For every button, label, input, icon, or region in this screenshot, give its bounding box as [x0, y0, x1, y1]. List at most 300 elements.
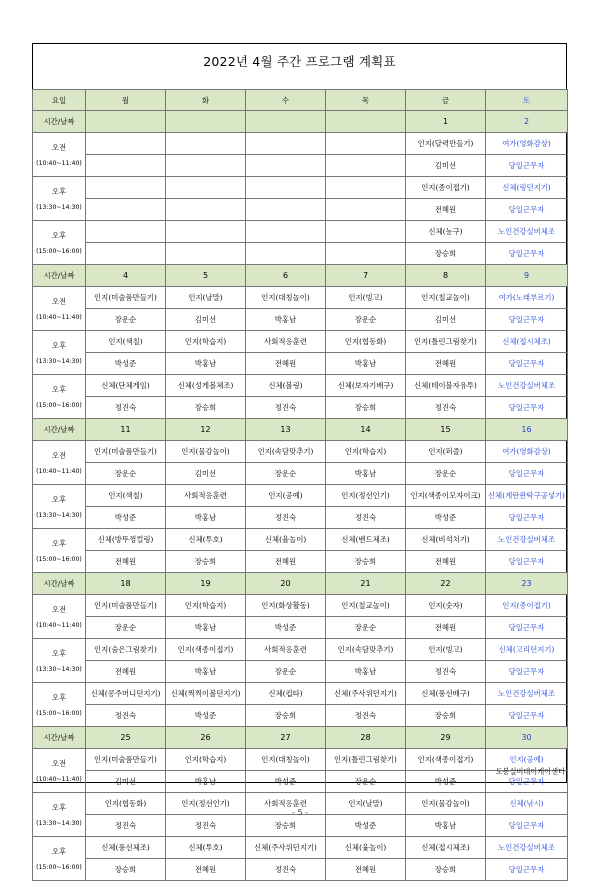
program-cell: 인지(화상활동)	[246, 595, 326, 617]
staff-cell: 장운순	[406, 463, 486, 485]
program-cell: 인지(정선인기)	[326, 485, 406, 507]
program-cell: 신체(단체게임)	[86, 375, 166, 397]
time-slot-label	[33, 529, 86, 573]
schedule-row	[33, 683, 568, 705]
program-cell	[326, 177, 406, 199]
slot-time: (10:40~11:40)	[36, 622, 82, 629]
slot-name: 오후	[51, 693, 67, 702]
program-cell: 신체(링던지기)	[486, 177, 568, 199]
date-cell: 15	[406, 419, 486, 441]
staff-cell: 당일근무자	[486, 507, 568, 529]
staff-cell	[246, 243, 326, 265]
program-cell: 신체(투호)	[166, 529, 246, 551]
program-cell	[166, 221, 246, 243]
schedule-row	[33, 705, 568, 727]
schedule-row	[33, 661, 568, 683]
schedule-row	[33, 639, 568, 661]
schedule-table	[32, 89, 568, 881]
schedule-row	[33, 155, 568, 177]
staff-cell: 장운순	[246, 661, 326, 683]
staff-cell: 박성준	[406, 507, 486, 529]
program-cell: 노인건강실버체조	[486, 529, 568, 551]
staff-cell: 박성준	[166, 705, 246, 727]
program-cell: 신체(주사위던지기)	[246, 837, 326, 859]
staff-cell: 전혜원	[246, 551, 326, 573]
staff-cell: 정진숙	[86, 397, 166, 419]
schedule-row	[33, 243, 568, 265]
schedule-row	[33, 749, 568, 771]
program-cell: 인지(대칭놀이)	[246, 749, 326, 771]
program-cell: 신체(계란판탁구공넣기)	[486, 485, 568, 507]
program-cell: 인지(물감놀이)	[166, 441, 246, 463]
time-slot-label	[33, 221, 86, 265]
staff-cell	[246, 199, 326, 221]
date-cell: 30	[486, 727, 568, 749]
program-cell: 신체(낚시)	[486, 793, 568, 815]
program-cell: 인지(종이접기)	[486, 595, 568, 617]
schedule-row	[33, 287, 568, 309]
schedule-row	[33, 771, 568, 793]
schedule-row	[33, 837, 568, 859]
date-cell: 29	[406, 727, 486, 749]
program-cell: 인지(학습지)	[326, 441, 406, 463]
schedule-row	[33, 529, 568, 551]
staff-cell: 박홍남	[166, 661, 246, 683]
staff-cell: 김미선	[86, 771, 166, 793]
schedule-row	[33, 859, 568, 881]
staff-cell: 전혜원	[326, 859, 406, 881]
staff-cell	[166, 243, 246, 265]
date-row	[33, 573, 568, 595]
schedule-row	[33, 441, 568, 463]
center-name: 도봉실버데이케어센터	[495, 767, 565, 776]
staff-cell: 정진숙	[86, 815, 166, 837]
slot-time: (10:40~11:40)	[36, 160, 82, 167]
program-cell: 인지(물감놀이)	[406, 793, 486, 815]
date-cell: 9	[486, 265, 568, 287]
slot-time: (13:30~14:30)	[36, 666, 82, 673]
program-cell	[86, 221, 166, 243]
staff-cell	[86, 155, 166, 177]
staff-cell: 전혜원	[86, 551, 166, 573]
date-cell: 22	[406, 573, 486, 595]
slot-name: 오전	[51, 451, 67, 460]
staff-cell: 박성준	[246, 617, 326, 639]
program-cell: 여가(영화감상)	[486, 441, 568, 463]
program-cell: 인지(날말)	[166, 287, 246, 309]
staff-cell: 김미선	[406, 155, 486, 177]
staff-cell: 당일근무자	[486, 859, 568, 881]
program-cell: 인지(공예)	[486, 749, 568, 771]
time-slot-label	[33, 331, 86, 375]
slot-time: (10:40~11:40)	[36, 314, 82, 321]
staff-cell: 장승희	[326, 397, 406, 419]
staff-cell	[326, 243, 406, 265]
program-cell: 신체(콩주머니던지기)	[86, 683, 166, 705]
program-cell: 신체(비석치기)	[406, 529, 486, 551]
staff-cell: 당일근무자	[486, 155, 568, 177]
program-cell: 인지(칠교놀이)	[406, 287, 486, 309]
program-cell: 인지(빙고)	[326, 287, 406, 309]
staff-cell: 정진숙	[246, 507, 326, 529]
schedule-row	[33, 551, 568, 573]
day-header-row	[33, 90, 568, 111]
staff-cell: 박홍남	[326, 353, 406, 375]
program-cell: 신체(컵타)	[246, 683, 326, 705]
program-cell: 인지(달력만들기)	[406, 133, 486, 155]
staff-cell: 박홍남	[326, 661, 406, 683]
staff-cell	[86, 243, 166, 265]
program-cell: 신체(접시체조)	[406, 837, 486, 859]
program-cell: 인지(퍼즐)	[406, 441, 486, 463]
program-cell: 인지(협동화)	[326, 331, 406, 353]
program-cell: 인지(칠교놀이)	[326, 595, 406, 617]
program-cell: 사회적응훈련	[166, 485, 246, 507]
date-label: 시간/날짜	[33, 111, 86, 133]
slot-name: 오후	[51, 341, 67, 350]
staff-cell: 당일근무자	[486, 705, 568, 727]
program-cell	[246, 221, 326, 243]
slot-name: 오후	[51, 847, 67, 856]
staff-cell: 전혜원	[246, 353, 326, 375]
date-cell: 20	[246, 573, 326, 595]
staff-cell: 당일근무자	[486, 771, 568, 793]
date-cell: 14	[326, 419, 406, 441]
program-cell: 인지(미술품만들기)	[86, 441, 166, 463]
schedule-row	[33, 199, 568, 221]
date-cell: 18	[86, 573, 166, 595]
date-cell: 5	[166, 265, 246, 287]
date-row	[33, 265, 568, 287]
date-cell: 19	[166, 573, 246, 595]
schedule-row	[33, 815, 568, 837]
slot-time: (15:00~16:00)	[36, 248, 82, 255]
date-cell: 11	[86, 419, 166, 441]
program-cell: 신체(주사위던지기)	[326, 683, 406, 705]
date-cell: 7	[326, 265, 406, 287]
date-cell: 1	[406, 111, 486, 133]
date-cell: 12	[166, 419, 246, 441]
date-cell: 2	[486, 111, 568, 133]
date-cell: 27	[246, 727, 326, 749]
staff-cell: 장승희	[166, 551, 246, 573]
staff-cell: 박성준	[86, 507, 166, 529]
staff-cell: 당일근무자	[486, 815, 568, 837]
slot-name: 오후	[51, 187, 67, 196]
date-row	[33, 727, 568, 749]
staff-cell: 당일근무자	[486, 199, 568, 221]
staff-cell: 김미선	[166, 309, 246, 331]
program-cell	[326, 133, 406, 155]
program-cell: 인지(학습지)	[166, 749, 246, 771]
slot-time: (13:30~14:30)	[36, 820, 82, 827]
staff-cell: 박홍남	[326, 463, 406, 485]
date-cell: 26	[166, 727, 246, 749]
staff-cell: 장승희	[326, 551, 406, 573]
program-cell: 인지(미술품만들기)	[86, 595, 166, 617]
program-cell: 신체(풍선배구)	[406, 683, 486, 705]
staff-cell	[86, 199, 166, 221]
schedule-row	[33, 595, 568, 617]
staff-cell: 정진숙	[86, 705, 166, 727]
staff-cell: 전혜원	[406, 199, 486, 221]
program-cell: 신체(풍선체조)	[86, 837, 166, 859]
header-label: 요일	[33, 90, 86, 111]
page-title: 2022년 4월 주간 프로그램 계획표	[203, 54, 396, 69]
program-cell: 인지(학습지)	[166, 595, 246, 617]
program-cell: 노인건강실버체조	[486, 683, 568, 705]
day-header: 수	[246, 90, 326, 111]
staff-cell: 정진숙	[406, 397, 486, 419]
staff-cell: 장운순	[246, 463, 326, 485]
program-cell: 인지(공예)	[246, 485, 326, 507]
program-cell: 인지(색종이접기)	[166, 639, 246, 661]
staff-cell: 김미선	[166, 463, 246, 485]
date-label: 시간/날짜	[33, 573, 86, 595]
program-cell: 여가(영화감상)	[486, 133, 568, 155]
day-header: 목	[326, 90, 406, 111]
slot-time: (13:30~14:30)	[36, 204, 82, 211]
time-slot-label	[33, 749, 86, 793]
slot-name: 오전	[51, 143, 67, 152]
staff-cell: 장승희	[406, 859, 486, 881]
program-cell	[86, 133, 166, 155]
program-cell: 신체(성게볼체조)	[166, 375, 246, 397]
time-slot-label	[33, 177, 86, 221]
program-cell: 사회적응훈련	[246, 331, 326, 353]
staff-cell: 박홍남	[166, 771, 246, 793]
program-cell: 인지(색종이모자이크)	[406, 485, 486, 507]
date-cell: 13	[246, 419, 326, 441]
program-cell: 인지(대칭놀이)	[246, 287, 326, 309]
staff-cell	[166, 199, 246, 221]
staff-cell: 정진숙	[406, 661, 486, 683]
staff-cell	[166, 155, 246, 177]
time-slot-label	[33, 287, 86, 331]
staff-cell: 박홍남	[166, 507, 246, 529]
program-cell: 노인건강실버체조	[486, 837, 568, 859]
slot-name: 오전	[51, 605, 67, 614]
slot-time: (15:00~16:00)	[36, 556, 82, 563]
staff-cell: 장승희	[86, 859, 166, 881]
staff-cell: 박성준	[246, 771, 326, 793]
staff-cell: 박홍남	[166, 617, 246, 639]
staff-cell: 박홍남	[406, 815, 486, 837]
staff-cell: 박홍남	[246, 309, 326, 331]
staff-cell: 전혜원	[406, 617, 486, 639]
schedule-row	[33, 507, 568, 529]
program-cell	[326, 221, 406, 243]
program-cell	[246, 133, 326, 155]
program-cell: 인지(틀린그림찾기)	[406, 331, 486, 353]
program-cell	[166, 133, 246, 155]
program-cell: 인지(색칠)	[86, 331, 166, 353]
slot-name: 오후	[51, 649, 67, 658]
program-cell: 신체(볼링)	[246, 375, 326, 397]
time-slot-label	[33, 133, 86, 177]
time-slot-label	[33, 639, 86, 683]
program-cell: 사회적응훈련	[246, 793, 326, 815]
program-cell: 인지(날말)	[326, 793, 406, 815]
staff-cell	[246, 155, 326, 177]
time-slot-label	[33, 837, 86, 881]
staff-cell: 정진숙	[246, 859, 326, 881]
staff-cell: 당일근무자	[486, 309, 568, 331]
day-header: 월	[86, 90, 166, 111]
day-header: 화	[166, 90, 246, 111]
program-cell: 신체(윷놀이)	[326, 837, 406, 859]
staff-cell: 당일근무자	[486, 397, 568, 419]
schedule-row	[33, 463, 568, 485]
staff-cell: 정진숙	[246, 397, 326, 419]
program-cell: 노인건강실버체조	[486, 375, 568, 397]
staff-cell: 장승희	[166, 397, 246, 419]
program-cell: 인지(숨은그림찾기)	[86, 639, 166, 661]
staff-cell: 정진숙	[326, 705, 406, 727]
staff-cell: 전혜원	[406, 551, 486, 573]
time-slot-label	[33, 485, 86, 529]
staff-cell: 당일근무자	[486, 463, 568, 485]
date-row	[33, 419, 568, 441]
program-cell: 인지(종이접기)	[406, 177, 486, 199]
program-cell: 인지(정선인기)	[166, 793, 246, 815]
staff-cell: 정진숙	[326, 507, 406, 529]
staff-cell: 김미선	[406, 309, 486, 331]
date-cell: 23	[486, 573, 568, 595]
program-cell: 신체(농구)	[406, 221, 486, 243]
program-cell: 인지(속담맞추기)	[246, 441, 326, 463]
slot-name: 오후	[51, 495, 67, 504]
staff-cell: 당일근무자	[486, 551, 568, 573]
time-slot-label	[33, 441, 86, 485]
staff-cell: 박성준	[326, 815, 406, 837]
schedule-row	[33, 331, 568, 353]
staff-cell: 박성준	[406, 771, 486, 793]
program-cell: 인지(숫자)	[406, 595, 486, 617]
staff-cell: 장승희	[246, 705, 326, 727]
program-cell: 여가(노래부르기)	[486, 287, 568, 309]
staff-cell: 당일근무자	[486, 661, 568, 683]
program-cell: 인지(협동화)	[86, 793, 166, 815]
program-cell: 신체(테이블자유투)	[406, 375, 486, 397]
program-cell: 노인건강실버체조	[486, 221, 568, 243]
staff-cell: 장운순	[86, 463, 166, 485]
staff-cell: 박홍남	[166, 353, 246, 375]
date-label: 시간/날짜	[33, 419, 86, 441]
staff-cell: 장승희	[406, 243, 486, 265]
staff-cell	[326, 199, 406, 221]
program-cell	[86, 177, 166, 199]
date-cell	[86, 111, 166, 133]
program-cell: 인지(미술품만들기)	[86, 287, 166, 309]
date-cell	[246, 111, 326, 133]
slot-time: (13:30~14:30)	[36, 358, 82, 365]
staff-cell: 당일근무자	[486, 617, 568, 639]
slot-time: (15:00~16:00)	[36, 864, 82, 871]
date-cell: 25	[86, 727, 166, 749]
staff-cell: 장운순	[86, 617, 166, 639]
slot-name: 오전	[51, 297, 67, 306]
date-cell: 16	[486, 419, 568, 441]
date-cell: 4	[86, 265, 166, 287]
program-cell: 신체(보자기배구)	[326, 375, 406, 397]
slot-name: 오후	[51, 385, 67, 394]
program-cell: 신체(방뚜껑컬링)	[86, 529, 166, 551]
date-row	[33, 111, 568, 133]
program-cell: 인지(색칠)	[86, 485, 166, 507]
program-cell	[166, 177, 246, 199]
slot-time: (10:40~11:40)	[36, 776, 82, 783]
program-cell: 신체(찍찍이볼던지기)	[166, 683, 246, 705]
date-label: 시간/날짜	[33, 727, 86, 749]
staff-cell: 장운순	[86, 309, 166, 331]
schedule-row	[33, 617, 568, 639]
schedule-row	[33, 309, 568, 331]
program-cell: 인지(색종이접기)	[406, 749, 486, 771]
staff-cell: 정진숙	[166, 815, 246, 837]
staff-cell: 장승희	[406, 705, 486, 727]
program-cell: 인지(틀린그림찾기)	[326, 749, 406, 771]
staff-cell: 전혜원	[166, 859, 246, 881]
slot-time: (15:00~16:00)	[36, 710, 82, 717]
staff-cell: 장승희	[246, 815, 326, 837]
schedule-row	[33, 133, 568, 155]
date-cell: 28	[326, 727, 406, 749]
schedule-row	[33, 375, 568, 397]
staff-cell: 박성준	[86, 353, 166, 375]
schedule-row	[33, 177, 568, 199]
program-cell: 인지(빙고)	[406, 639, 486, 661]
program-cell: 신체(고리던지기)	[486, 639, 568, 661]
schedule-row	[33, 221, 568, 243]
program-cell: 사회적응훈련	[246, 639, 326, 661]
date-cell	[166, 111, 246, 133]
date-label: 시간/날짜	[33, 265, 86, 287]
time-slot-label	[33, 595, 86, 639]
staff-cell: 전혜원	[86, 661, 166, 683]
program-cell: 인지(속담맞추기)	[326, 639, 406, 661]
program-cell: 신체(접시체조)	[486, 331, 568, 353]
program-cell: 인지(학습지)	[166, 331, 246, 353]
slot-time: (15:00~16:00)	[36, 402, 82, 409]
program-cell: 인지(미술품만들기)	[86, 749, 166, 771]
program-cell: 신체(투호)	[166, 837, 246, 859]
time-slot-label	[33, 683, 86, 727]
date-cell: 6	[246, 265, 326, 287]
program-cell: 신체(밴드체조)	[326, 529, 406, 551]
staff-cell: 전혜원	[406, 353, 486, 375]
slot-name: 오전	[51, 759, 67, 768]
date-cell	[326, 111, 406, 133]
time-slot-label	[33, 375, 86, 419]
slot-name: 오후	[51, 803, 67, 812]
day-header: 금	[406, 90, 486, 111]
program-cell: 신체(율놀이)	[246, 529, 326, 551]
day-header: 토	[486, 90, 568, 111]
staff-cell: 당일근무자	[486, 353, 568, 375]
schedule-row	[33, 353, 568, 375]
schedule-row	[33, 397, 568, 419]
staff-cell: 장운순	[326, 771, 406, 793]
slot-name: 오후	[51, 231, 67, 240]
staff-cell: 장운순	[326, 617, 406, 639]
program-cell	[246, 177, 326, 199]
slot-time: (10:40~11:40)	[36, 468, 82, 475]
staff-cell: 장운순	[326, 309, 406, 331]
staff-cell: 당일근무자	[486, 243, 568, 265]
staff-cell	[326, 155, 406, 177]
slot-name: 오후	[51, 539, 67, 548]
